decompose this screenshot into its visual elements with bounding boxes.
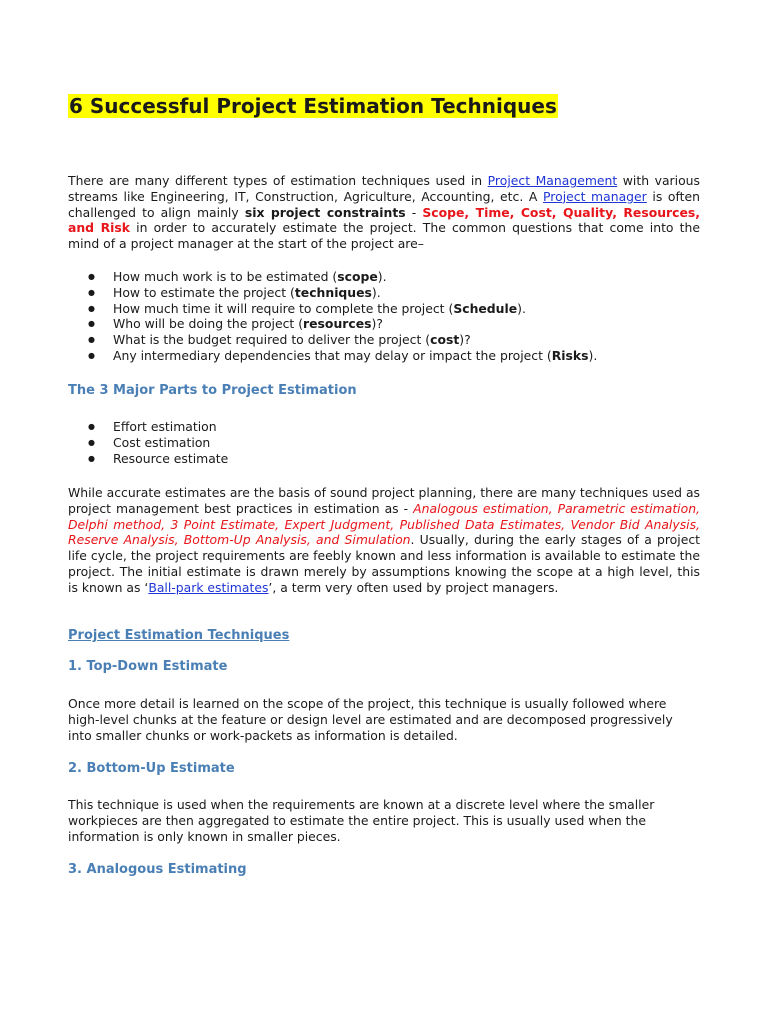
constraints-list-red: Scope, Time, Cost, Quality, Resources, and Risk bbox=[68, 204, 700, 236]
list-item: ● How much work is to be estimated (scope). bbox=[68, 269, 597, 285]
top-down-paragraph: Once more detail is learned on the scope of the project, this technique is usually followed where high-level chunks at the feature or design level are estimated and are decomposed progressively into smaller chunks or work-packets as information is detailed. bbox=[68, 696, 673, 743]
section-heading-major-parts: The 3 Major Parts to Project Estimation bbox=[68, 383, 357, 398]
ball-park-estimates-link[interactable]: Ball-park estimates bbox=[148, 579, 269, 595]
heading-top-down: 1. Top-Down Estimate bbox=[68, 659, 228, 674]
list-item: ● How much time it will require to complete the project (Schedule). bbox=[68, 301, 597, 317]
page-title-text: 6 Successful Project Estimation Techniques bbox=[69, 94, 557, 118]
heading-analogous: 3. Analogous Estimating bbox=[68, 862, 247, 877]
techniques-list-red: Analogous estimation, Parametric estimation, Delphi method, 3 Point Estimate, Expert Judgment, Published Data Estimates, Vendor Bid Analysis, Reserve Analysis, Bottom-Up Analysis, and Simulation bbox=[68, 500, 700, 548]
list-item: ● What is the budget required to deliver the project (cost)? bbox=[68, 332, 597, 348]
intro-text-4: - bbox=[405, 204, 423, 220]
para2-text-2: . Usually, during the early stages of a project life cycle, the project requirements are feebly known and less information is available to estimate the project. The initial estimate is drawn merely by assumptions knowing the scope at a high level, this is known as ‘ bbox=[68, 532, 701, 595]
intro-text-5: in order to accurately estimate the project. The common questions that come into the mind of a project manager at the start of the project are– bbox=[68, 220, 700, 252]
intro-text-2: with various streams like Engineering, IT, Construction, Agriculture, Accounting, etc. A bbox=[68, 173, 700, 204]
list-item: ● How to estimate the project (techniques). bbox=[68, 285, 597, 301]
project-manager-link[interactable]: Project manager bbox=[543, 188, 647, 204]
project-management-link[interactable]: Project Management bbox=[487, 173, 618, 188]
list-item: ● Cost estimation bbox=[68, 435, 228, 451]
bottom-up-paragraph: This technique is used when the requirements are known at a discrete level where the smaller workpieces are then aggregated to estimate the entire project. This is usually used when the information is only known in smaller pieces. bbox=[68, 797, 655, 844]
para2-text-3: ’, a term very often used by project managers. bbox=[268, 579, 559, 595]
section-heading-techniques-link[interactable]: Project Estimation Techniques bbox=[68, 628, 290, 643]
page-title bbox=[68, 92, 558, 120]
questions-list bbox=[68, 269, 597, 364]
parts-list bbox=[68, 419, 228, 466]
heading-bottom-up: 2. Bottom-Up Estimate bbox=[68, 761, 235, 776]
intro-paragraph bbox=[68, 173, 700, 252]
list-item: ● Who will be doing the project (resources)? bbox=[68, 316, 597, 332]
intro-text-1: There are many different types of estimation techniques used in bbox=[68, 173, 488, 188]
para2-text-1: While accurate estimates are the basis of sound project planning, there are many techniques used as project management best practices in estimation as - bbox=[68, 485, 700, 516]
estimation-paragraph bbox=[68, 485, 700, 596]
list-item: ● Effort estimation bbox=[68, 419, 228, 435]
list-item: ● Any intermediary dependencies that may delay or impact the project (Risks). bbox=[68, 348, 597, 364]
list-item: ● Resource estimate bbox=[68, 451, 228, 467]
intro-text-3: is often challenged to align mainly bbox=[68, 188, 700, 220]
constraints-bold: six project constraints bbox=[244, 204, 406, 220]
